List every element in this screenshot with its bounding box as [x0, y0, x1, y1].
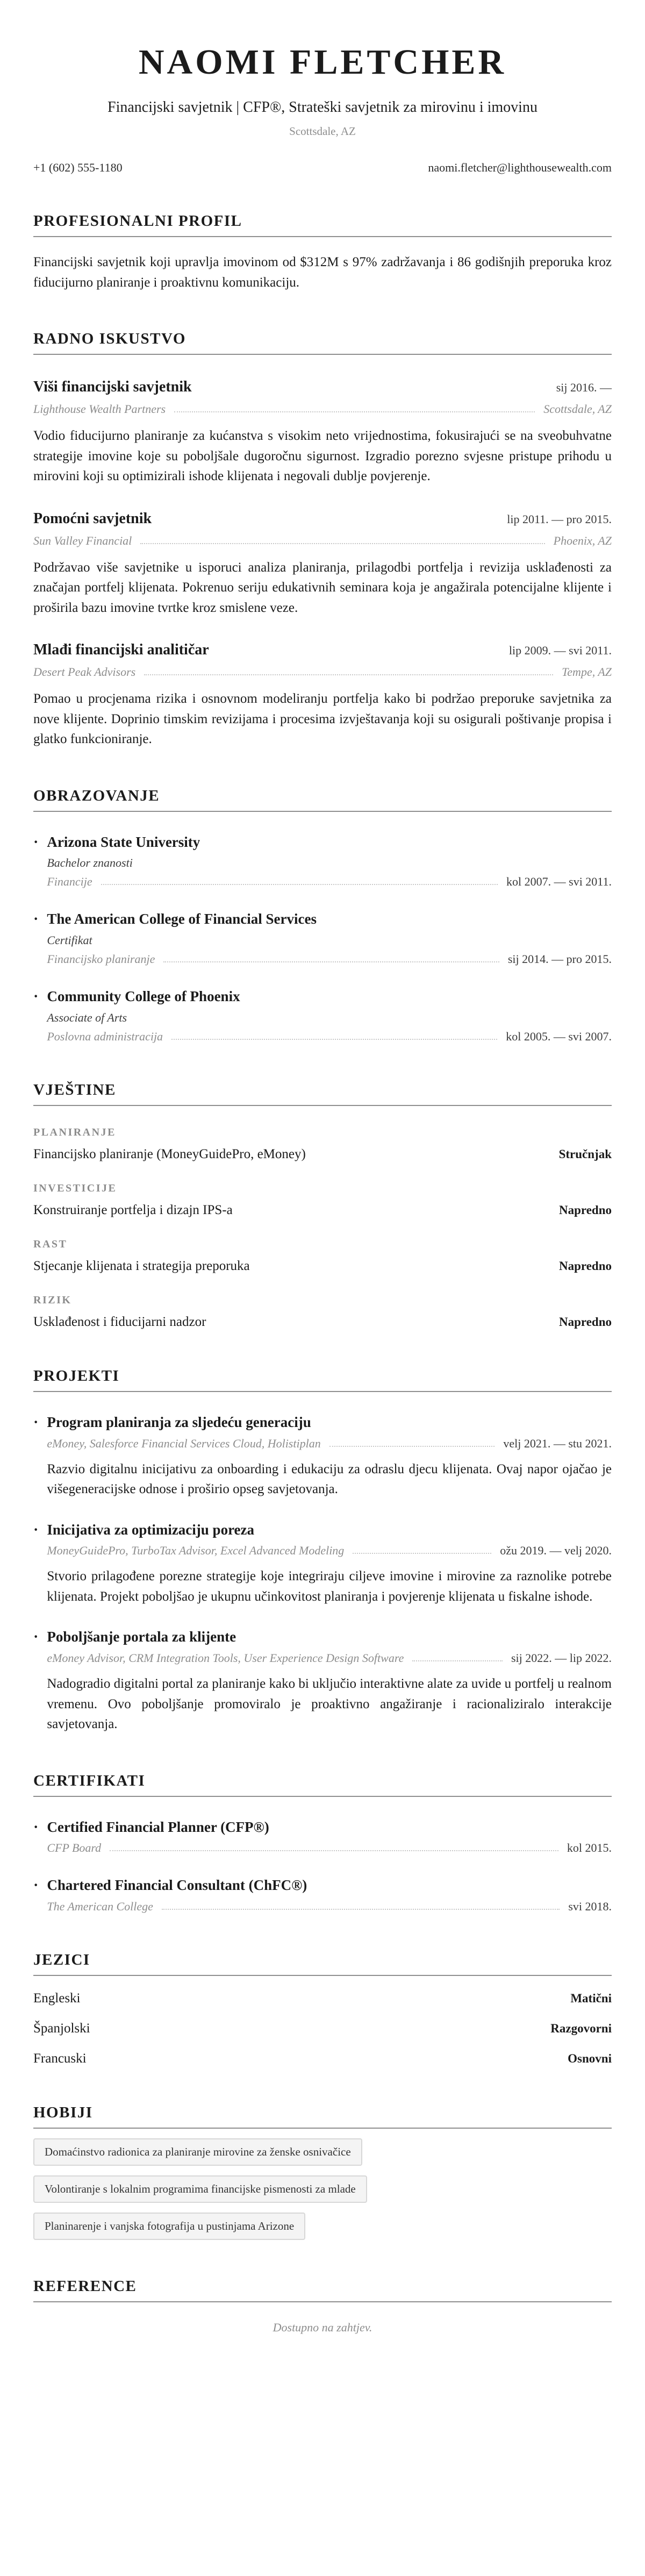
job-company: Desert Peak Advisors — [33, 665, 136, 679]
section-languages — [33, 1951, 612, 2066]
email-address: naomi.fletcher@lighthousewealth.com — [428, 161, 612, 174]
education-entry — [33, 988, 612, 1044]
project-body — [47, 1628, 612, 1734]
bullet: · — [33, 1818, 39, 1836]
school-name: The American College of Financial Services — [47, 911, 317, 927]
dotted-leader — [110, 1850, 558, 1851]
section-heading-hobbies: HOBIJI — [33, 2104, 612, 2129]
certificate-date: svi 2018. — [568, 1900, 612, 1913]
certificate-meta — [47, 1841, 612, 1855]
certificate-entry — [33, 1876, 612, 1914]
certificate-issuer: The American College — [47, 1900, 153, 1913]
bullet: · — [33, 833, 39, 851]
education-entry — [33, 910, 612, 966]
project-meta — [47, 1651, 612, 1665]
project-name: Poboljšanje portala za klijente — [47, 1629, 236, 1645]
degree: Associate of Arts — [47, 1010, 127, 1024]
project-dates: ožu 2019. — velj 2020. — [500, 1544, 612, 1558]
section-heading-education: OBRAZOVANJE — [33, 787, 612, 812]
project-tools: MoneyGuidePro, TurboTax Advisor, Excel Advanced Modeling — [47, 1544, 345, 1558]
job-dates: lip 2009. — svi 2011. — [508, 644, 612, 657]
education-meta — [47, 1030, 612, 1044]
skill-group — [33, 1126, 612, 1162]
hobby-chip: Planinarenje i vanjska fotografija u pustinjama Arizone — [33, 2213, 305, 2240]
education-entry — [33, 833, 612, 889]
hobby-line — [33, 2138, 612, 2166]
section-experience — [33, 330, 612, 750]
skill-name: Stjecanje klijenata i strategija preporuka — [33, 1258, 250, 1273]
language-row — [33, 2051, 612, 2066]
language-name: Engleski — [33, 1991, 81, 2006]
degree: Bachelor znanosti — [47, 856, 133, 870]
contact-row — [33, 161, 612, 175]
field-of-study: Financijsko planiranje — [47, 952, 155, 966]
skill-level: Napredno — [559, 1315, 612, 1329]
field-of-study: Poslovna administracija — [47, 1029, 163, 1043]
skill-row — [33, 1315, 612, 1330]
section-profile — [33, 212, 612, 292]
candidate-name: NAOMI FLETCHER — [138, 42, 507, 82]
hobby-line — [33, 2175, 612, 2203]
education-meta — [47, 875, 612, 889]
certificate-body — [47, 1876, 612, 1914]
education-body — [47, 988, 612, 1044]
language-level: Osnovni — [568, 2052, 612, 2065]
field-of-study: Financije — [47, 875, 92, 889]
section-heading-experience: RADNO ISKUSTVO — [33, 330, 612, 355]
skill-category: RAST — [33, 1238, 68, 1250]
project-tools: eMoney Advisor, CRM Integration Tools, User Experience Design Software — [47, 1651, 404, 1665]
project-body — [47, 1414, 612, 1500]
dotted-leader — [140, 543, 544, 544]
certificate-date: kol 2015. — [567, 1841, 612, 1855]
candidate-location: Scottsdale, AZ — [289, 125, 356, 138]
certificate-name: Certified Financial Planner (CFP®) — [47, 1818, 269, 1835]
section-heading-skills: VJEŠTINE — [33, 1081, 612, 1106]
certificate-entry — [33, 1818, 612, 1856]
dotted-leader — [162, 1909, 560, 1910]
education-body — [47, 833, 612, 889]
project-description: Nadogradio digitalni portal za planiranje kako bi uključio interaktivne alate za uvide u portfelj u realnom vremenu. Ovo poboljšanje promoviralo je proaktivno angažiranje i racionaliziralo interakcije savjetovanja. — [47, 1676, 612, 1731]
job-dates: lip 2011. — pro 2015. — [507, 512, 612, 526]
skill-name: Usklađenost i fiducijarni nadzor — [33, 1314, 206, 1329]
skill-row — [33, 1147, 612, 1162]
references-note: Dostupno na zahtjev. — [273, 2321, 372, 2334]
skill-name: Konstruiranje portfelja i dizajn IPS-a — [33, 1202, 233, 1217]
hobby-chip: Domaćinstvo radionica za planiranje mirovine za ženske osnivačice — [33, 2138, 362, 2166]
job-company: Lighthouse Wealth Partners — [33, 402, 166, 416]
education-dates: sij 2014. — pro 2015. — [507, 952, 612, 966]
hobby-chip: Volontiranje s lokalnim programima financijske pismenosti za mlade — [33, 2175, 367, 2203]
dotted-leader — [174, 411, 535, 412]
job-entry — [33, 379, 612, 487]
certificate-body — [47, 1818, 612, 1856]
skill-group — [33, 1238, 612, 1274]
project-meta — [47, 1437, 612, 1451]
skill-group — [33, 1182, 612, 1218]
job-title: Pomoćni savjetnik — [33, 510, 152, 527]
degree: Certifikat — [47, 933, 92, 947]
section-heading-references: REFERENCE — [33, 2278, 612, 2302]
bullet: · — [33, 1521, 39, 1538]
certificate-name: Chartered Financial Consultant (ChFC®) — [47, 1877, 307, 1894]
skill-category: INVESTICIJE — [33, 1182, 117, 1194]
job-dates: sij 2016. — — [556, 381, 612, 394]
project-description: Razvio digitalnu inicijativu za onboarding i edukaciju za odraslu djecu klijenata. Ovaj napor ojačao je višegeneracijske odnose i proširio opseg savjetovanja. — [47, 1461, 612, 1496]
job-description: Pomao u procjenama rizika i osnovnom modeliranju portfelja kako bi podržao preporuke savjetnika za nove klijente. Doprinio timskim revizijama i procesima izvještavanja koji su osigurali poštivanje propisa i glatko funkcioniranje. — [33, 691, 612, 746]
job-title: Viši financijski savjetnik — [33, 379, 192, 395]
education-meta — [47, 952, 612, 966]
job-title: Mlađi financijski analitičar — [33, 641, 209, 658]
bullet: · — [33, 1629, 39, 1646]
job-company: Sun Valley Financial — [33, 533, 132, 547]
job-location: Phoenix, AZ — [553, 533, 612, 547]
dotted-leader — [353, 1553, 491, 1554]
project-name: Program planiranja za sljedeću generaciju — [47, 1414, 311, 1430]
dotted-leader — [171, 1039, 497, 1040]
dotted-leader — [412, 1660, 503, 1661]
job-entry — [33, 641, 612, 750]
dotted-leader — [101, 884, 498, 885]
project-description: Stvorio prilagođene porezne strategije koje integriraju ciljeve imovine i mirovine za raznolike potrebe klijenata. Projekt poboljšao je ukupnu učinkovitost planiranja i povjerenje klijenata u fiskalne ishode. — [47, 1569, 612, 1604]
language-name: Španjolski — [33, 2021, 90, 2036]
phone-number: +1 (602) 555-1180 — [33, 161, 123, 174]
language-row — [33, 2021, 612, 2036]
dotted-leader — [144, 674, 553, 675]
job-description: Podržavao više savjetnike u isporuci analiza planiranja, prilagodbi portfelja i revizija usklađenosti za značajan portfelj klijenata. Pokrenuo seriju edukativnih seminara koja je angažirala potencijalne klijente i proširila bazu imovine tvrtke kroz smislene veze. — [33, 560, 612, 615]
bullet: · — [33, 911, 39, 928]
job-head — [33, 641, 612, 659]
school-name: Arizona State University — [47, 833, 200, 850]
certificate-issuer: CFP Board — [47, 1841, 102, 1855]
education-dates: kol 2005. — svi 2007. — [506, 1029, 612, 1043]
language-level: Matični — [570, 1992, 612, 2005]
skill-level: Napredno — [559, 1203, 612, 1217]
project-tools: eMoney, Salesforce Financial Services Cloud, Holistiplan — [47, 1436, 321, 1450]
section-heading-languages: JEZICI — [33, 1951, 612, 1976]
section-heading-projects: PROJEKTI — [33, 1367, 612, 1392]
job-meta — [33, 402, 612, 416]
section-skills — [33, 1081, 612, 1330]
skill-level: Napredno — [559, 1259, 612, 1273]
dotted-leader — [329, 1446, 495, 1447]
skill-row — [33, 1259, 612, 1274]
bullet: · — [33, 1877, 39, 1894]
project-entry — [33, 1414, 612, 1500]
job-location: Scottsdale, AZ — [543, 402, 612, 416]
dotted-leader — [163, 961, 499, 962]
profile-summary: Financijski savjetnik koji upravlja imovinom od $312M s 97% zadržavanja i 86 godišnjih preporuka kroz fiducijurno planiranje i proaktivnu komunikaciju. — [33, 255, 612, 290]
skill-level: Stručnjak — [558, 1147, 612, 1161]
certificate-meta — [47, 1900, 612, 1914]
section-certificates — [33, 1772, 612, 1914]
job-meta — [33, 534, 612, 548]
project-dates: sij 2022. — lip 2022. — [511, 1651, 612, 1665]
project-body — [47, 1521, 612, 1607]
language-row — [33, 1991, 612, 2006]
language-name: Francuski — [33, 2051, 87, 2066]
job-head — [33, 379, 612, 396]
job-entry — [33, 510, 612, 618]
bullet: · — [33, 988, 39, 1005]
section-projects — [33, 1367, 612, 1735]
section-hobbies — [33, 2104, 612, 2240]
language-level: Razgovorni — [550, 2022, 612, 2035]
bullet: · — [33, 1414, 39, 1431]
project-meta — [47, 1544, 612, 1558]
job-meta — [33, 665, 612, 679]
project-entry — [33, 1521, 612, 1607]
skill-row — [33, 1203, 612, 1218]
section-heading-profile: PROFESIONALNI PROFIL — [33, 212, 612, 237]
job-head — [33, 510, 612, 527]
section-education — [33, 787, 612, 1044]
job-location: Tempe, AZ — [562, 665, 612, 679]
project-entry — [33, 1628, 612, 1734]
education-dates: kol 2007. — svi 2011. — [506, 875, 612, 889]
hobby-line — [33, 2213, 612, 2240]
school-name: Community College of Phoenix — [47, 988, 240, 1004]
skill-category: PLANIRANJE — [33, 1126, 116, 1138]
section-references — [33, 2278, 612, 2335]
project-dates: velj 2021. — stu 2021. — [503, 1436, 612, 1450]
education-body — [47, 910, 612, 966]
skill-category: RIZIK — [33, 1294, 72, 1306]
candidate-tagline: Financijski savjetnik | CFP®, Strateški savjetnik za mirovinu i imovinu — [108, 99, 538, 116]
resume-header — [33, 42, 612, 175]
skill-group — [33, 1294, 612, 1330]
skill-name: Financijsko planiranje (MoneyGuidePro, eMoney) — [33, 1146, 306, 1161]
project-name: Inicijativa za optimizaciju poreza — [47, 1521, 255, 1538]
job-description: Vodio fiducijurno planiranje za kućanstva s visokim neto vrijednostima, fokusirajući se na sveobuhvatne strategije imovine koje su poboljšale dugoročnu sigurnost. Izgradio porezno svjesne pristupe prihodu u mirovini koji su optimizirali ishode klijenata i negovali dublje povjerenje. — [33, 429, 612, 483]
section-heading-certificates: CERTIFIKATI — [33, 1772, 612, 1797]
